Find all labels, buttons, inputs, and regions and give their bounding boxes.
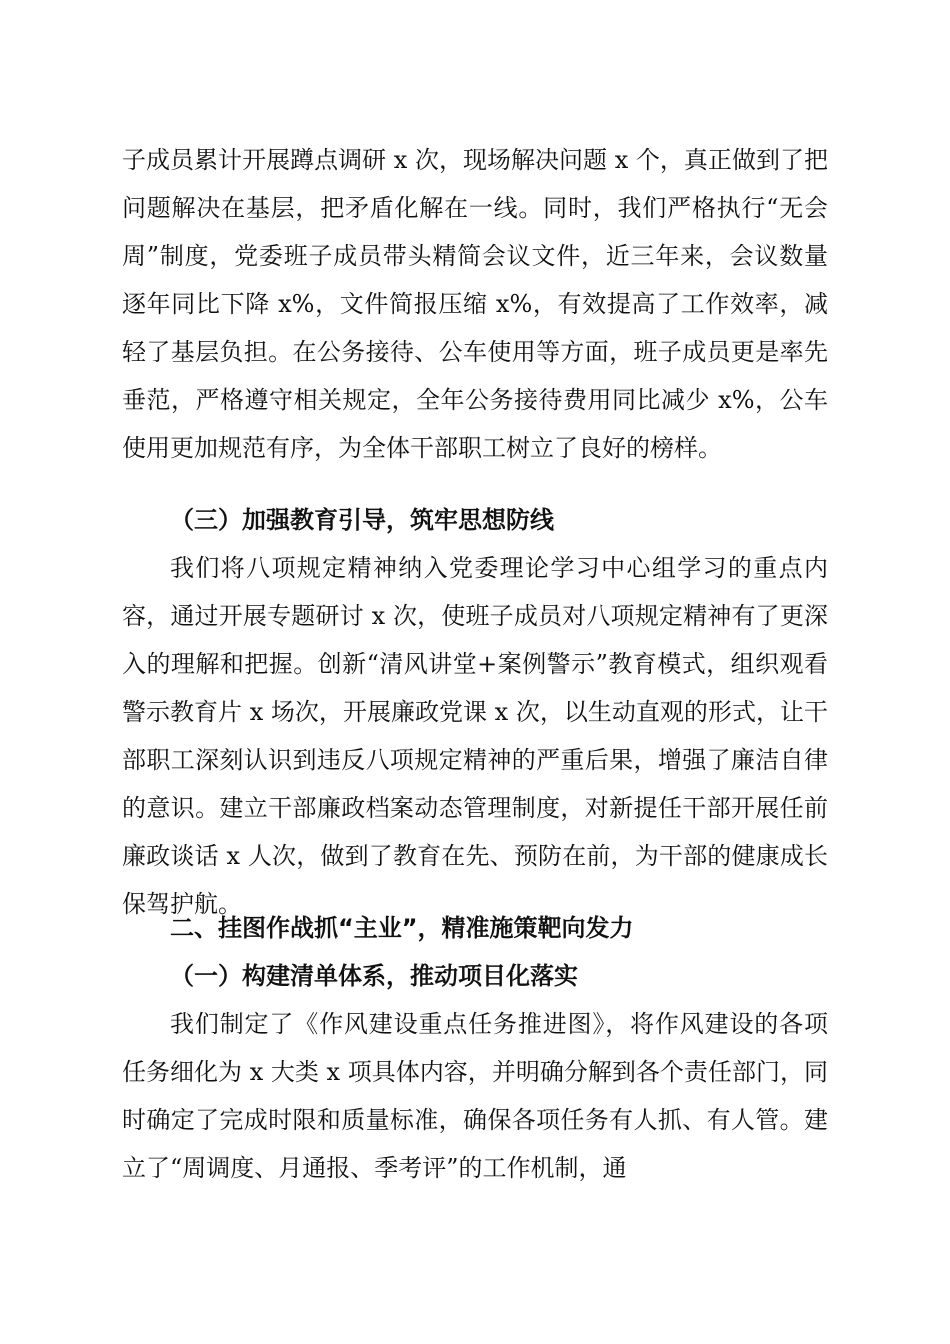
section-subheading-1: （一）构建清单体系，推动项目化落实 — [170, 961, 578, 990]
section-subheading-3: （三）加强教育引导，筑牢思想防线 — [170, 505, 554, 534]
body-paragraph-continuation: 子成员累计开展蹲点调研 x 次，现场解决问题 x 个，真正做到了把问题解决在基层，把矛盾化解在一线。同时，我们严格执行“无会周”制度，党委班子成员带头精简会议文件，近三年来，会议数量逐年同比下降 x%，文件简报压缩 x%，有效提高了工作效率，减轻了基层负担。在公务接待、公车使用等方面，班子成员更是率先垂范，严格遵守相关规定，全年公务接待费用同比减少 x%，公车使用更加规范有序，为全体干部职工树立了良好的榜样。 — [122, 146, 828, 462]
body-paragraph-education: 我们将八项规定精神纳入党委理论学习中心组学习的重点内容，通过开展专题研讨 x 次，使班子成员对八项规定精神有了更深入的理解和把握。创新“清风讲堂+案例警示”教育模式，组织观看警示教育片 x 场次，开展廉政党课 x 次，以生动直观的形式，让干部职工深刻认识到违反八项规定精神的严重后果，增强了廉洁自律的意识。建立干部廉政档案动态管理制度，对新提任干部开展任前廉政谈话 x 人次，做到了教育在先、预防在前，为干部的健康成长保驾护航。 — [122, 554, 828, 918]
section-heading-2: 二、挂图作战抓“主业”，精准施策靶向发力 — [170, 914, 634, 942]
body-paragraph-task-map: 我们制定了《作风建设重点任务推进图》，将作风建设的各项任务细化为 x 大类 x 项具体内容，并明确分解到各个责任部门，同时确定了完成时限和质量标准，确保各项任务有人抓、有人管。建立了“周调度、月通报、季考评”的工作机制，通 — [122, 1010, 828, 1182]
page-bottom-margin — [0, 1320, 950, 1321]
